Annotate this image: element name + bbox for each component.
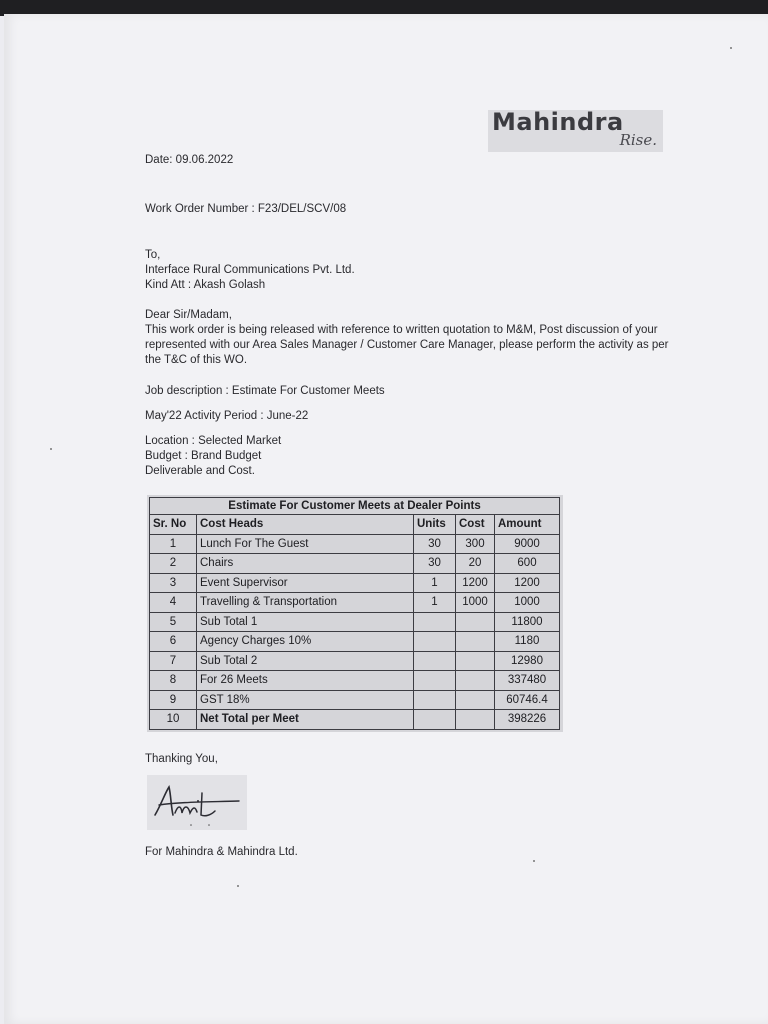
scan-speck: [730, 47, 732, 49]
cell-amount: 1200: [495, 573, 560, 593]
cell-cost: [456, 690, 495, 710]
cell-cost-head: Sub Total 1: [197, 612, 414, 632]
cell-sr: 8: [150, 671, 197, 691]
cell-cost: 300: [456, 534, 495, 554]
table-row: [150, 632, 560, 652]
header-cost-heads: Cost Heads: [197, 515, 414, 535]
closing-line: Thanking You,: [145, 753, 218, 765]
cell-amount: 9000: [495, 534, 560, 554]
scan-speck: [50, 448, 52, 450]
cell-sr: 3: [150, 573, 197, 593]
cell-units: [414, 612, 456, 632]
cell-units: 1: [414, 593, 456, 613]
cell-sr: 2: [150, 554, 197, 574]
to-line: To,: [145, 249, 161, 261]
cell-units: [414, 710, 456, 730]
cell-amount: 398226: [495, 710, 560, 730]
logo-brand: Mahindra: [492, 108, 624, 136]
estimate-table: [149, 497, 560, 730]
cell-units: [414, 651, 456, 671]
cell-cost: 20: [456, 554, 495, 574]
table-row: [150, 651, 560, 671]
attention-line: Kind Att : Akash Golash: [145, 279, 266, 291]
cell-cost-head: Chairs: [197, 554, 414, 574]
cell-cost-head: Travelling & Transportation: [197, 593, 414, 613]
table-row: [150, 612, 560, 632]
cell-sr: 9: [150, 690, 197, 710]
recipient-company: Interface Rural Communications Pvt. Ltd.: [145, 264, 355, 276]
header-sr-no: Sr. No: [150, 515, 197, 535]
activity-period: May'22 Activity Period : June-22: [145, 410, 309, 422]
table-row: [150, 690, 560, 710]
salutation: Dear Sir/Madam,: [145, 309, 232, 321]
estimate-title: Estimate For Customer Meets at Dealer Points: [150, 498, 560, 515]
header-amount: Amount: [495, 515, 560, 535]
header-units: Units: [414, 515, 456, 535]
cell-cost-head: Agency Charges 10%: [197, 632, 414, 652]
location-line: Location : Selected Market: [145, 435, 282, 447]
cell-sr: 6: [150, 632, 197, 652]
cell-amount: 600: [495, 554, 560, 574]
estimate-table-wrapper: [147, 495, 563, 732]
table-row: [150, 554, 560, 574]
body-paragraph: This work order is being released with reference to written quotation to M&M, Post discussion of your represented with our Area Sales Manager / Customer Care Manager, please perform the activity as per the T&C of this WO.: [145, 324, 669, 366]
handwritten-signature: [147, 775, 247, 830]
cell-cost-head: Lunch For The Guest: [197, 534, 414, 554]
table-row: [150, 534, 560, 554]
cell-cost: 1200: [456, 573, 495, 593]
cell-cost: [456, 671, 495, 691]
cell-cost-head: For 26 Meets: [197, 671, 414, 691]
table-row-net-total: [150, 710, 560, 730]
table-row: [150, 593, 560, 613]
cell-amount: 1000: [495, 593, 560, 613]
cell-units: 30: [414, 534, 456, 554]
cell-cost-head: Net Total per Meet: [197, 710, 414, 730]
cell-cost: [456, 612, 495, 632]
scan-speck: [533, 860, 535, 862]
cell-cost: [456, 710, 495, 730]
cell-units: [414, 690, 456, 710]
cell-cost-head: GST 18%: [197, 690, 414, 710]
scan-speck: [237, 885, 239, 887]
footer-signatory: For Mahindra & Mahindra Ltd.: [145, 846, 298, 858]
cell-amount: 11800: [495, 612, 560, 632]
cell-units: [414, 632, 456, 652]
table-row: [150, 671, 560, 691]
cell-cost-head: Sub Total 2: [197, 651, 414, 671]
cell-cost-head: Event Supervisor: [197, 573, 414, 593]
cell-units: [414, 671, 456, 691]
cell-sr: 4: [150, 593, 197, 613]
cell-amount: 1180: [495, 632, 560, 652]
header-cost: Cost: [456, 515, 495, 535]
cell-cost: [456, 632, 495, 652]
date-line: Date: 09.06.2022: [145, 154, 234, 166]
cell-sr: 1: [150, 534, 197, 554]
table-row: [150, 573, 560, 593]
cell-amount: 12980: [495, 651, 560, 671]
budget-line: Budget : Brand Budget: [145, 450, 262, 462]
cell-sr: 10: [150, 710, 197, 730]
deliverable-line: Deliverable and Cost.: [145, 465, 255, 477]
cell-cost: 1000: [456, 593, 495, 613]
cell-amount: 60746.4: [495, 690, 560, 710]
mahindra-logo: [488, 110, 663, 152]
cell-cost: [456, 651, 495, 671]
cell-units: 30: [414, 554, 456, 574]
work-order-number: Work Order Number : F23/DEL/SCV/08: [145, 203, 347, 215]
cell-units: 1: [414, 573, 456, 593]
cell-sr: 7: [150, 651, 197, 671]
job-description: Job description : Estimate For Customer Meets: [145, 385, 385, 397]
cell-sr: 5: [150, 612, 197, 632]
logo-tagline: Rise.: [619, 131, 657, 149]
cell-amount: 337480: [495, 671, 560, 691]
